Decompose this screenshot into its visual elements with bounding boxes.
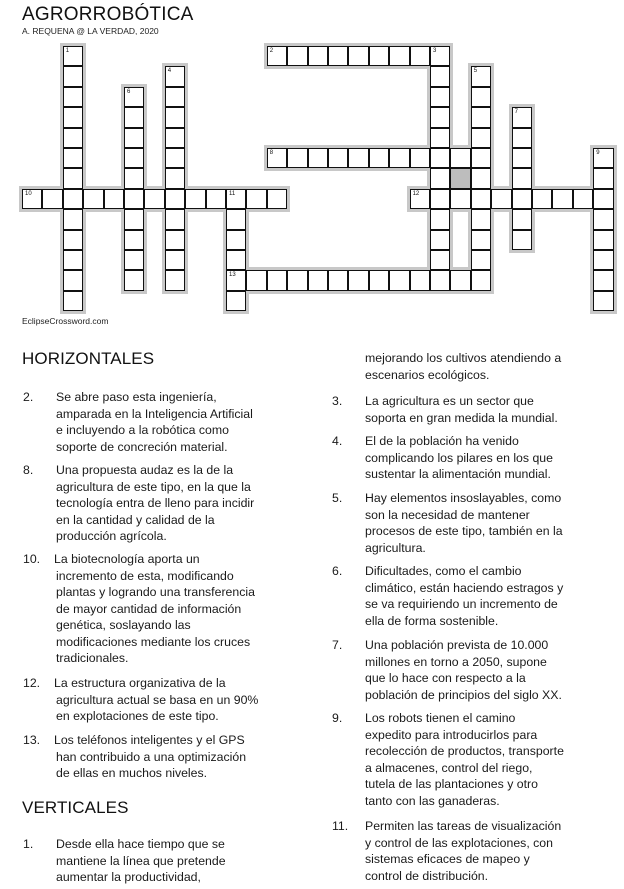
grid-cell[interactable]: [226, 189, 246, 209]
grid-cell[interactable]: [63, 148, 83, 168]
clue-text-line: en la cantidad y calidad de la: [56, 512, 215, 527]
grid-cell[interactable]: [63, 46, 83, 66]
grid-cell[interactable]: [512, 189, 532, 209]
grid-cell[interactable]: [165, 230, 185, 250]
clue-text-line: que lo hace con respecto a la: [365, 671, 526, 685]
grid-cell[interactable]: [471, 209, 491, 229]
clue-number-label: 13: [229, 272, 236, 279]
clue-item: [332, 393, 558, 426]
clue-item: [23, 732, 247, 782]
clue-text-line: Se abre paso esta ingeniería,: [56, 390, 217, 404]
grid-cell[interactable]: [348, 148, 368, 168]
clue-number: 8.: [23, 463, 34, 477]
grid-cell[interactable]: [430, 189, 450, 209]
clue-text-line: Una propuesta audaz es la de la: [56, 463, 234, 477]
grid-cell[interactable]: [226, 270, 246, 290]
grid-cell[interactable]: [328, 46, 348, 66]
clue-text-line: La estructura organizativa de la: [54, 676, 226, 690]
clue-text-line: agricultura.: [365, 540, 426, 555]
clue-item: [332, 818, 562, 884]
clue-text-line: La biotecnología aporta un: [54, 552, 200, 566]
clue-text-line: Dificultades, como el cambio: [365, 564, 522, 578]
clue-number-label: 3: [433, 48, 437, 54]
grid-cell[interactable]: [63, 189, 83, 209]
grid-cell[interactable]: [328, 148, 348, 168]
horizontales-heading: HORIZONTALES: [22, 349, 155, 368]
clue-text-line: genética, soslayando las: [56, 618, 191, 632]
grid-cell[interactable]: [593, 148, 613, 168]
grid-cell[interactable]: [369, 270, 389, 290]
grid-cell[interactable]: [267, 270, 287, 290]
clue-text-line: La agricultura es un sector que: [365, 394, 534, 408]
grid-cell[interactable]: [124, 189, 144, 209]
clue-text-line: aumentar la productividad,: [56, 870, 201, 884]
clue-text-line: soporta en gran medida la mundial.: [365, 410, 558, 425]
clue-text-line: Hay elementos insoslayables, como: [365, 491, 562, 505]
grid-cell[interactable]: [471, 107, 491, 127]
clue-text-line: modificaciones mediante los cruces: [56, 634, 251, 649]
clue-item: [23, 389, 253, 455]
grid-cell[interactable]: [328, 270, 348, 290]
grid-cell[interactable]: [165, 250, 185, 270]
grid-cell[interactable]: [124, 230, 144, 250]
clue-text-line: Los robots tienen el camino: [365, 711, 516, 725]
clue-text-line: de mayor cantidad de información: [56, 601, 242, 616]
clue-item: [332, 710, 564, 809]
grid-cell[interactable]: [63, 107, 83, 127]
clue-text-line: producción agrícola.: [56, 529, 167, 543]
grid-cell[interactable]: [165, 107, 185, 127]
grid-cell[interactable]: [471, 66, 491, 86]
grid-cell[interactable]: [552, 189, 572, 209]
grid-cell[interactable]: [512, 209, 532, 229]
clue-text-line: mejorando los cultivos atendiendo a: [365, 351, 562, 365]
grid-cell[interactable]: [124, 87, 144, 107]
grid-cell[interactable]: [512, 107, 532, 127]
grid-cell[interactable]: [573, 189, 593, 209]
grid-cell[interactable]: [144, 189, 164, 209]
grid-cell[interactable]: [124, 270, 144, 290]
grid-cell[interactable]: [124, 168, 144, 188]
grid-cell[interactable]: [226, 230, 246, 250]
grid-cell[interactable]: [471, 189, 491, 209]
grid-cell[interactable]: [165, 209, 185, 229]
grid-cell[interactable]: [450, 189, 470, 209]
clue-text-line: escenarios ecológicos.: [365, 367, 490, 382]
grid-cell[interactable]: [63, 168, 83, 188]
grid-cell[interactable]: [450, 270, 470, 290]
grid-cell[interactable]: [471, 270, 491, 290]
clue-text-line: tecnología entra de lleno para incidir: [56, 496, 255, 510]
clue-text-line: son la necesidad de mantener: [365, 507, 530, 522]
clue-text-line: El de la población ha venido: [365, 434, 519, 448]
grid-cell[interactable]: [124, 250, 144, 270]
clue-number-label: 11: [229, 190, 236, 197]
clue-text-line: Permiten las tareas de visualización: [365, 819, 562, 833]
clue-number: 13.: [23, 733, 41, 747]
clue-text-line: incremento de esta, modificando: [56, 568, 234, 583]
verticales-heading: VERTICALES: [22, 798, 129, 817]
grid-cell[interactable]: [430, 230, 450, 250]
grid-cell[interactable]: [226, 209, 246, 229]
grid-cell[interactable]: [532, 189, 552, 209]
clue-number-label: 7: [514, 109, 518, 116]
grid-cell[interactable]: [430, 128, 450, 148]
grid-cell[interactable]: [593, 209, 613, 229]
grid-cell[interactable]: [246, 189, 266, 209]
clue-item: [332, 637, 562, 703]
grid-cell[interactable]: [348, 46, 368, 66]
clue-text-line: tradicionales.: [56, 651, 129, 665]
grid-cell[interactable]: [430, 250, 450, 270]
grid-cell[interactable]: [389, 148, 409, 168]
clue-number: 1.: [23, 837, 34, 851]
grid-cell[interactable]: [410, 270, 430, 290]
clue-text-line: Desde ella hace tiempo que se: [56, 837, 225, 851]
grid-cell[interactable]: [593, 189, 613, 209]
grid-cell[interactable]: [512, 148, 532, 168]
grid-cell[interactable]: [124, 107, 144, 127]
grid-cell[interactable]: [22, 189, 42, 209]
grid-cell[interactable]: [471, 250, 491, 270]
clue-text-line: complicando los pilares en los que: [365, 450, 553, 465]
grid-cell[interactable]: [206, 189, 226, 209]
clue-text-line: sustentar la alimentación mundial.: [365, 467, 551, 481]
clue-text-line: a almacenes, control del riego,: [365, 760, 533, 775]
grid-cell[interactable]: [430, 168, 450, 188]
clue-text-line: plantas y logrando una transferencia: [56, 585, 255, 599]
grid-cell[interactable]: [104, 189, 124, 209]
grid-cell[interactable]: [63, 250, 83, 270]
grid-cell[interactable]: [471, 230, 491, 250]
grid-cell[interactable]: [593, 250, 613, 270]
grid-cell[interactable]: [165, 189, 185, 209]
grid-cell[interactable]: [246, 270, 266, 290]
clue-item: [332, 490, 563, 556]
grid-cell[interactable]: [348, 270, 368, 290]
grid-cell[interactable]: [430, 209, 450, 229]
grid-cell[interactable]: [430, 270, 450, 290]
clue-text-line: de ellas en muchos niveles.: [56, 766, 208, 780]
grid-cell[interactable]: [165, 128, 185, 148]
clue-text-line: Una población prevista de 10.000: [365, 638, 549, 652]
grid-cell[interactable]: [124, 128, 144, 148]
clue-number-label: 10: [25, 190, 32, 197]
puzzle-byline: A. REQUENA @ LA VERDAD, 2020: [22, 26, 159, 36]
credit-text: EclipseCrossword.com: [22, 316, 109, 326]
clue-text-line: sistemas eficaces de mapeo y: [365, 852, 530, 866]
grid-cell[interactable]: [287, 148, 307, 168]
clue-text-line: tanto con las ganaderas.: [365, 793, 500, 808]
clue-number: 4.: [332, 434, 343, 448]
clue-text-line: e incluyendo a la robótica como: [56, 423, 229, 437]
shaded-cell: [450, 168, 470, 188]
grid-cell[interactable]: [63, 66, 83, 86]
clue-text-line: en explotaciones de este tipo.: [56, 709, 219, 723]
grid-cell[interactable]: [410, 189, 430, 209]
clue-number-label: 5: [473, 68, 478, 75]
clue-number: 6.: [332, 564, 343, 578]
grid-cell[interactable]: [63, 87, 83, 107]
grid-cell[interactable]: [308, 148, 328, 168]
clue-text-line: climático, están haciendo estragos y: [365, 580, 564, 595]
grid-cell[interactable]: [389, 46, 409, 66]
clue-text-line: ella de forma sostenible.: [365, 613, 499, 628]
grid-cell[interactable]: [63, 230, 83, 250]
clue-number-label: 9: [596, 150, 600, 156]
clue-text-line: soporte de concreción material.: [56, 439, 228, 454]
grid-cell[interactable]: [124, 209, 144, 229]
clue-text-line: recolección de productos, transporte: [365, 744, 564, 758]
grid-cell[interactable]: [512, 128, 532, 148]
grid-cell[interactable]: [165, 148, 185, 168]
clue-number: 5.: [332, 491, 343, 505]
grid-cell[interactable]: [410, 148, 430, 168]
grid-cell[interactable]: [185, 189, 205, 209]
grid-cell[interactable]: [430, 87, 450, 107]
grid-cell[interactable]: [165, 87, 185, 107]
grid-cell[interactable]: [226, 291, 246, 311]
clue-item: [23, 462, 255, 545]
clue-text-line: procesos de este tipo, también en la: [365, 524, 563, 538]
grid-cell[interactable]: [165, 270, 185, 290]
clue-text-line: población de principios del siglo XX.: [365, 687, 562, 702]
grid-cell[interactable]: [267, 189, 287, 209]
grid-cell[interactable]: [430, 107, 450, 127]
clue-number-label: 12: [412, 190, 420, 197]
clue-item: [23, 675, 259, 725]
clue-item: [23, 836, 226, 886]
clue-item: [332, 433, 553, 483]
grid-cell[interactable]: [267, 46, 287, 66]
grid-cell[interactable]: [308, 270, 328, 290]
clue-number: 3.: [332, 394, 343, 408]
clue-number: 11.: [332, 819, 349, 833]
clue-text-line: agricultura actual se basa en un 90%: [56, 692, 259, 707]
clue-number: 10.: [23, 552, 41, 566]
clue-text-line: amparada en la Inteligencia Artificial: [56, 406, 253, 421]
clue-number-label: 2: [269, 48, 274, 54]
grid-cell[interactable]: [593, 291, 613, 311]
grid-cell[interactable]: [512, 168, 532, 188]
grid-cell[interactable]: [593, 168, 613, 188]
clue-number-label: 1: [65, 48, 70, 54]
clue-text-line: expedito para introducirlos para: [365, 727, 538, 742]
clue-number-label: 8: [269, 150, 274, 156]
grid-cell[interactable]: [42, 189, 62, 209]
grid-cell[interactable]: [267, 148, 287, 168]
grid-cell[interactable]: [471, 87, 491, 107]
clue-item: [23, 551, 255, 667]
clue-text-line: y control de las explotaciones, con: [365, 835, 553, 850]
clue-number: 7.: [332, 638, 343, 652]
clue-text-line: tutela de las plantaciones y otro: [365, 777, 538, 791]
grid-cell[interactable]: [63, 291, 83, 311]
clue-item: [365, 350, 561, 383]
clue-text-line: se va requiriendo un incremento de: [365, 597, 558, 611]
grid-cell[interactable]: [491, 189, 511, 209]
grid-cell[interactable]: [430, 66, 450, 86]
clue-number-label: 6: [127, 88, 131, 95]
grid-cell[interactable]: [430, 148, 450, 168]
grid-cell[interactable]: [512, 230, 532, 250]
clue-text-line: han contribuido a una optimización: [56, 749, 247, 764]
grid-cell[interactable]: [287, 270, 307, 290]
grid-cell[interactable]: [471, 148, 491, 168]
crossword-grid: [0, 0, 624, 330]
clue-text-line: millones en torno a 2050, supone: [365, 654, 547, 669]
grid-cell[interactable]: [593, 270, 613, 290]
grid-cell[interactable]: [124, 148, 144, 168]
grid-cell[interactable]: [389, 270, 409, 290]
puzzle-title: AGRORROBÓTICA: [22, 4, 194, 25]
clue-number-label: 4: [167, 68, 172, 75]
clue-text-line: agricultura de este tipo, en la que la: [56, 479, 251, 494]
grid-cell[interactable]: [450, 148, 470, 168]
grid-cell[interactable]: [308, 46, 328, 66]
clue-item: [332, 563, 564, 629]
grid-cell[interactable]: [287, 46, 307, 66]
grid-cell[interactable]: [226, 250, 246, 270]
grid-cell[interactable]: [63, 209, 83, 229]
grid-cell[interactable]: [410, 46, 430, 66]
clue-number: 9.: [332, 711, 343, 725]
grid-cell[interactable]: [471, 168, 491, 188]
clue-text-line: mantiene la línea que pretende: [56, 853, 226, 868]
clue-text-line: control de distribución.: [365, 868, 489, 883]
grid-cell[interactable]: [471, 128, 491, 148]
grid-cell[interactable]: [369, 46, 389, 66]
grid-cell[interactable]: [165, 168, 185, 188]
clue-number: 12.: [23, 676, 41, 690]
grid-cell[interactable]: [63, 270, 83, 290]
grid-cell[interactable]: [369, 148, 389, 168]
grid-cell[interactable]: [83, 189, 103, 209]
clue-number: 2.: [23, 390, 34, 404]
grid-cell[interactable]: [63, 128, 83, 148]
grid-cell[interactable]: [593, 230, 613, 250]
grid-cell[interactable]: [165, 66, 185, 86]
grid-cell[interactable]: [430, 46, 450, 66]
clue-text-line: Los teléfonos inteligentes y el GPS: [54, 733, 245, 747]
